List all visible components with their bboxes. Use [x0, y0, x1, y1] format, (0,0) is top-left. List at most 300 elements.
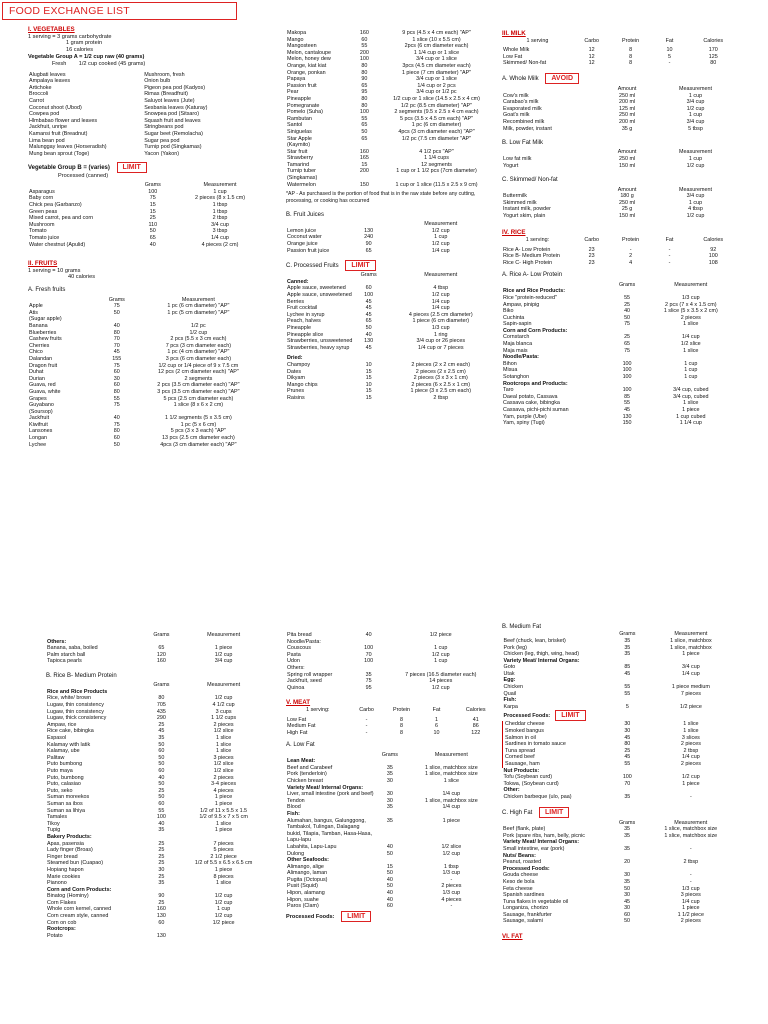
- cell-value: 35: [158, 880, 165, 887]
- food-name: Liver, small intestine (pork and beef): [287, 791, 374, 798]
- cell-value: 75: [624, 321, 631, 328]
- meat-item-row: [286, 877, 498, 884]
- cell-value: 1/2 cup: [431, 292, 450, 298]
- cell-value: 50: [149, 228, 156, 235]
- processed-fruit-row: [286, 338, 498, 345]
- rice-a-table: [502, 282, 738, 427]
- milk-item-row: [502, 156, 738, 163]
- cell-value: 3 pcs (6 cm diameter each): [165, 355, 232, 362]
- serving-label: 1 serving:: [306, 706, 330, 713]
- cell-value: 5: [625, 703, 629, 710]
- processed-fruit-row: [286, 299, 498, 306]
- vegetable-name: Saluyot leaves (Jute): [144, 98, 195, 104]
- column-header: Measurement: [207, 632, 241, 638]
- processed-fruit-row: [286, 332, 498, 339]
- cell-value: 1 slice: [683, 321, 699, 328]
- vegetable-row: [28, 151, 268, 158]
- vegetable-name: Coconut shoot (Ubod): [29, 104, 82, 111]
- cell-value: 65: [361, 82, 368, 89]
- food-name: Labahita, Lapu-Lapu: [287, 843, 337, 850]
- vegetable-row: [28, 111, 268, 118]
- food-name: Potato: [47, 932, 63, 939]
- subheading: Others:: [47, 638, 67, 645]
- cell-value: 50: [113, 309, 120, 316]
- column-header: Measurement: [181, 296, 215, 303]
- low-fat-milk-heading: B. Low Fat Milk: [502, 140, 544, 147]
- vegetable-row: [28, 91, 268, 98]
- milk-item-row: [502, 163, 738, 170]
- meat-item-row: [502, 899, 738, 906]
- cell-value: 35: [624, 644, 631, 651]
- vegetable-name: Ampalaya leaves: [29, 78, 71, 85]
- juice-row: [286, 234, 498, 241]
- food-name: Strawberries, unsweetened: [287, 338, 353, 345]
- cell-value: 9 pcs (4.5 x 4 cm each) "AP": [402, 30, 471, 36]
- subheading-row: [503, 658, 739, 665]
- cell-value: 130: [364, 338, 374, 345]
- subheading: Rice and Rice Products:: [503, 288, 566, 295]
- cell-value: 60: [361, 36, 368, 43]
- cell-value: 2 pieces (2 x 2 cm each): [411, 361, 471, 368]
- cell-value: 50: [386, 883, 393, 890]
- food-name: Palitaw: [47, 754, 65, 761]
- milk-item-row: [502, 213, 738, 220]
- subheading: Nut Products:: [503, 767, 540, 774]
- rice-item-row: [502, 414, 738, 421]
- rice-item-row: [46, 860, 268, 867]
- rice-item-row: [46, 768, 268, 775]
- milk-item-row: [502, 193, 738, 200]
- meat-item-row: [503, 748, 739, 755]
- vegetable-name: Sugar pea pod: [144, 137, 180, 144]
- vegetables-heading: I. VEGETABLES: [28, 26, 75, 33]
- food-name: Cow's milk: [503, 92, 529, 99]
- rice-others-table: [46, 632, 268, 665]
- meat-item-row: [286, 883, 498, 890]
- cell-value: 25: [624, 747, 631, 754]
- cell-value: 35: [386, 764, 393, 771]
- cell-value: 100: [359, 56, 369, 63]
- cell-value: [354, 639, 384, 646]
- fruit-row: [286, 83, 498, 90]
- cell-value: 1 1/4 cup or 1 slice: [413, 49, 460, 56]
- cell-value: 1 slice: [683, 400, 699, 407]
- cell-value: 3/4 cup or 1 slice: [416, 56, 457, 63]
- cell-value: 8: [629, 60, 633, 67]
- cell-value: 150: [359, 181, 369, 188]
- cell-value: 25: [158, 873, 165, 880]
- veg-group-b-label: Vegetable Group B = (varies): [28, 165, 110, 172]
- rice-row: [502, 247, 738, 254]
- cell-value: 100: [364, 658, 374, 665]
- milk-item-row: [502, 126, 738, 133]
- rice-item-row: [46, 874, 268, 881]
- cell-value: 70: [365, 651, 372, 658]
- food-name: Apas, pasensia: [47, 840, 84, 847]
- food-name: Karpa: [503, 703, 518, 710]
- cell-value: 5 pieces: [213, 847, 234, 854]
- food-name: Dalandan: [29, 355, 53, 362]
- fruit-row: [286, 109, 498, 116]
- table-header-row: [46, 682, 268, 689]
- rice-item-row: [46, 709, 268, 716]
- meat-row: [286, 730, 498, 737]
- rice-item-row: [286, 645, 498, 652]
- food-name: Chico: [29, 349, 43, 356]
- cell-value: 122: [471, 729, 481, 736]
- fruit-row: [28, 415, 268, 422]
- food-name: Blood: [287, 804, 301, 811]
- vegetable-row: [28, 228, 268, 235]
- meat-item-row: [286, 864, 498, 871]
- food-name: Guava, white: [29, 388, 61, 395]
- cell-value: 150 ml: [618, 162, 636, 169]
- rice-item-row: [46, 722, 268, 729]
- cell-value: 1/2 cup: [431, 241, 450, 248]
- fruit-row: [286, 149, 498, 156]
- cell-value: 1/4 cup: [442, 791, 461, 798]
- rice-item-row: [502, 361, 738, 368]
- cell-value: 12: [588, 47, 595, 54]
- column-vegetables-fruits: [28, 26, 268, 448]
- column-header: Grams: [381, 751, 398, 758]
- veg-group-a-fresh: Fresh 1/2 cup cooked (45 grams): [52, 60, 146, 67]
- limit-badge: LIMIT: [345, 260, 375, 271]
- cell-value: 1/4 cup: [211, 234, 229, 241]
- juice-row: [286, 248, 498, 255]
- meat-item-row: [503, 741, 739, 748]
- cell-value: 95: [361, 89, 368, 96]
- food-name: Berries: [287, 298, 305, 305]
- column-header: Calories: [703, 237, 724, 244]
- cell-value: 1 piece: [442, 817, 461, 824]
- cell-value: 8: [400, 723, 404, 730]
- cell-value: 4 pieces (2 cm): [201, 241, 239, 248]
- rice-row: [502, 260, 738, 267]
- food-name: Tomato juice: [29, 234, 60, 241]
- cell-value: 50: [386, 870, 393, 877]
- rice-item-row: [286, 685, 498, 692]
- milk-item-row: [502, 112, 738, 119]
- cell-value: 50: [113, 441, 120, 448]
- cell-value: 45: [624, 734, 631, 741]
- cell-value: 1 slice (8 x 6 x 2 cm): [173, 402, 224, 409]
- cell-value: 50: [624, 885, 631, 892]
- food-name: Strawberry: [287, 155, 314, 162]
- meat-item-row: [503, 721, 739, 728]
- subheading: Egg:: [503, 677, 516, 684]
- cell-value: 130: [156, 913, 166, 920]
- cell-value: 130: [622, 413, 632, 420]
- meat-item-row: [502, 872, 738, 879]
- cell-value: 1/2 cup: [686, 105, 705, 112]
- food-name: Sotanghon: [503, 374, 530, 381]
- column-header: [286, 221, 354, 228]
- food-name: Lansones: [29, 428, 53, 435]
- vegetable-row: [28, 195, 268, 202]
- rice-item-row: [46, 794, 268, 801]
- food-name: Lychee in syrup: [287, 311, 325, 318]
- cell-value: 1/3 cup: [442, 890, 461, 897]
- cell-value: 2 pieces: [680, 918, 701, 925]
- food-name: Pork (leg): [503, 644, 527, 651]
- cell-value: 1 cup: [688, 199, 703, 206]
- cell-value: 65: [361, 122, 368, 129]
- food-name: Alimango, alige: [287, 863, 324, 870]
- cell-value: 1/2 pc: [191, 322, 206, 329]
- food-name: Water chestnut (Apulid): [29, 241, 86, 248]
- food-name: Rice B- Medium Protein: [503, 253, 560, 260]
- rice-item-row: [286, 658, 498, 665]
- meat-item-row: [502, 886, 738, 893]
- rice-item-row: [46, 728, 268, 735]
- rice-item-row: [46, 893, 268, 900]
- fruit-row: [28, 396, 268, 403]
- fruit-row: [28, 330, 268, 337]
- table-header-row: [503, 631, 739, 638]
- rice-item-row: [46, 867, 268, 874]
- cell-value: 80: [361, 102, 368, 109]
- cell-value: -: [668, 246, 671, 253]
- cell-value: -: [668, 259, 671, 266]
- cell-value: 30: [158, 866, 165, 873]
- cell-value: 55: [624, 690, 631, 697]
- column-header: Protein: [392, 706, 411, 713]
- meat-item-row: [503, 781, 739, 788]
- rice-item-row: [46, 913, 268, 920]
- food-name: Passion fruit: [287, 82, 317, 89]
- cell-value: 100: [364, 645, 374, 652]
- rice-item-row: [502, 387, 738, 394]
- cell-value: 10: [433, 729, 440, 736]
- cell-value: [354, 142, 375, 149]
- cell-value: 30: [386, 777, 393, 784]
- food-name: Skimmed milk: [503, 199, 537, 206]
- cell-value: 1/2 of 5.5 x 6.5 x 6.5 cm: [194, 860, 253, 867]
- cell-value: 1 tbsp: [212, 201, 228, 208]
- cell-value: 25: [158, 860, 165, 867]
- food-name: Chicken breast: [287, 777, 323, 784]
- rice-item-row: [46, 695, 268, 702]
- rice-summary-table: [502, 237, 738, 266]
- fruit-row: [286, 70, 498, 77]
- cell-value: 41: [472, 716, 479, 723]
- rice-item-row: [46, 658, 268, 665]
- food-name: Lugaw, thick consistency: [47, 715, 107, 722]
- processed-fruits-label: C. Processed Fruits: [286, 263, 339, 270]
- cell-value: 50: [361, 128, 368, 135]
- cell-value: 2 pcs (5.5 x 3 cm each): [170, 336, 227, 343]
- food-name: Mango chips: [287, 381, 318, 388]
- cell-value: 8: [400, 716, 404, 723]
- fat-heading: VI. FAT: [502, 933, 523, 941]
- cell-value: -: [365, 716, 368, 723]
- milk-row: [502, 54, 738, 61]
- cell-value: 40: [386, 896, 393, 903]
- column-header: Grams: [144, 182, 161, 189]
- column-header: [28, 182, 134, 189]
- cell-value: 1 1/4 cup: [679, 420, 702, 427]
- cell-value: 1/2 cup: [214, 913, 233, 920]
- cell-value: 2 pcs (3.5 cm diameter each) "AP": [157, 382, 240, 389]
- cell-value: 15: [365, 368, 372, 375]
- cell-value: 45: [624, 670, 631, 677]
- meat-row: [286, 717, 498, 724]
- medium-fat-table: [502, 631, 738, 800]
- food-name: Peach, halves: [287, 318, 321, 325]
- cell-value: 3/4 cup: [211, 221, 229, 228]
- fruit-row: [286, 175, 498, 182]
- rice-item-row: [46, 841, 268, 848]
- cell-value: 95: [365, 684, 372, 691]
- milk-item-row: [502, 93, 738, 100]
- processed-fruit-row: [286, 305, 498, 312]
- processed-fruit-row: [286, 285, 498, 292]
- cell-value: 100: [622, 360, 632, 367]
- cell-value: 180 g: [620, 193, 634, 200]
- meat-item-row: [502, 826, 738, 833]
- food-name: Biko: [503, 308, 514, 315]
- cell-value: 1 piece (6 cm diameter): [412, 318, 470, 325]
- fruit-row: [28, 363, 268, 370]
- fruits-heading: II. FRUITS: [28, 260, 58, 268]
- food-name: Beef and Carabeef: [287, 764, 333, 771]
- column-header: Protein: [622, 237, 640, 244]
- cell-value: 5: [668, 53, 672, 60]
- food-name: Cassava, pichi-pichi suman: [503, 407, 569, 413]
- food-name: Noodle/Pasta:: [287, 638, 321, 645]
- cell-value: 25: [149, 215, 156, 222]
- vegetable-name: Mung bean sprout (Toge): [29, 150, 90, 157]
- cell-value: 6: [434, 723, 438, 730]
- cell-value: 3/4 cup or 1/2 pc: [416, 89, 457, 96]
- cell-value: 1 cup cubed: [676, 413, 706, 420]
- cell-value: 55: [624, 684, 631, 691]
- cell-value: 35: [624, 845, 631, 852]
- column-header: Measurement: [679, 85, 712, 92]
- food-name: Rice A- Low Protein: [503, 246, 551, 253]
- cell-value: [179, 933, 268, 940]
- food-name: Star fruit: [287, 148, 308, 155]
- cell-value: 45: [113, 349, 120, 356]
- rice-item-row: [286, 639, 498, 646]
- cell-value: 55: [624, 761, 631, 767]
- food-name: Tuna flakes in vegetable oil: [503, 898, 569, 905]
- cell-value: 35: [624, 793, 631, 800]
- cell-value: 1/2 cup: [189, 329, 208, 336]
- food-name: Suman sa lihiya: [47, 807, 86, 814]
- cell-value: 200: [359, 168, 369, 175]
- food-name: Sapin-sapin: [503, 321, 532, 328]
- column-header: Grams: [153, 682, 170, 689]
- column-header: Grams: [618, 281, 636, 288]
- vegetable-name: Pigeon pea pod (Kadyos): [144, 84, 206, 91]
- vegetable-row: [28, 189, 268, 196]
- rice-item-row: [46, 715, 268, 722]
- cell-value: 60: [365, 285, 372, 292]
- subheading-row: [502, 328, 738, 335]
- cell-value: 2 pieces (8 x 1.5 cm): [194, 195, 246, 202]
- cell-value: [384, 665, 499, 672]
- food-name: Palm starch ball: [47, 651, 86, 658]
- cell-value: [105, 316, 129, 323]
- rice-item-row: [502, 420, 738, 427]
- column-fruits-continued: [286, 30, 498, 402]
- column-header: Amount: [617, 85, 637, 92]
- cell-value: 1/3 cup: [442, 870, 461, 877]
- rice-item-row: [502, 367, 738, 374]
- food-name: Puto bumbong: [47, 761, 83, 768]
- rice-item-row: [46, 702, 268, 709]
- vegetable-name: Snowpea pod (Sitsaro): [144, 111, 200, 118]
- meat-item-row: [286, 844, 498, 851]
- fruit-row: [28, 316, 268, 323]
- column-header: Grams: [108, 296, 125, 303]
- cell-value: 45: [365, 344, 372, 351]
- cell-value: 2 pieces: [680, 741, 701, 748]
- milk-item-row: [502, 106, 738, 113]
- cell-value: 4 1/2 cup: [212, 702, 235, 709]
- cell-value: 55: [624, 294, 631, 301]
- cell-value: 25 g: [621, 206, 633, 213]
- food-name: Pineapple: [287, 95, 311, 102]
- fruit-row: [28, 369, 268, 376]
- cell-value: 35: [624, 832, 631, 839]
- subheading-row: [46, 639, 268, 646]
- food-name: Green peas: [29, 208, 58, 215]
- cell-value: 25: [158, 899, 165, 906]
- column-meat: [286, 632, 498, 922]
- rice-item-row: [46, 827, 268, 834]
- cell-value: 3 tbsp: [212, 228, 228, 235]
- cell-value: 100: [156, 814, 166, 821]
- cell-value: 100: [622, 774, 632, 781]
- column-header: Amount: [617, 186, 637, 193]
- cell-value: 1/2 piece: [679, 703, 702, 710]
- cell-value: 1 slice: [683, 728, 699, 735]
- food-name: Guyabano: [29, 402, 54, 409]
- food-name: Melon, honey dew: [287, 56, 331, 63]
- vegetable-name: Stringbeans pod: [144, 124, 184, 131]
- cell-value: 1 slice, matchbox size: [424, 797, 478, 804]
- subheading-row: [286, 279, 498, 286]
- food-name: Orange, kiat kiat: [287, 62, 327, 69]
- food-name: Quinoa: [287, 684, 305, 691]
- meat-item-row: [503, 774, 739, 781]
- rice-item-row: [46, 814, 268, 821]
- milk-summary-table: [502, 38, 738, 67]
- veg-group-b-table: [28, 182, 268, 248]
- cell-value: 100: [364, 292, 374, 298]
- fruit-row: [286, 56, 498, 63]
- cell-value: 25: [158, 840, 165, 847]
- cell-value: 1 pc (6 cm diameter): [411, 122, 462, 129]
- cell-value: 45: [624, 754, 631, 761]
- cell-value: 1/4 cup: [431, 305, 450, 312]
- food-name: Chicken barbeque (ulo, paa): [503, 793, 572, 800]
- cell-value: 35: [365, 671, 372, 678]
- food-name: Mangosteen: [287, 43, 317, 50]
- cell-value: 80: [361, 69, 368, 76]
- cell-value: 1/2 slice: [680, 341, 701, 348]
- food-name: Dulong: [287, 850, 305, 857]
- meat-item-row: [503, 761, 739, 768]
- column-rice-b: [46, 632, 268, 939]
- cell-value: 65: [361, 135, 368, 142]
- meat-item-row: [503, 691, 739, 698]
- vegetable-row: [28, 202, 268, 209]
- vegetable-row: [28, 222, 268, 229]
